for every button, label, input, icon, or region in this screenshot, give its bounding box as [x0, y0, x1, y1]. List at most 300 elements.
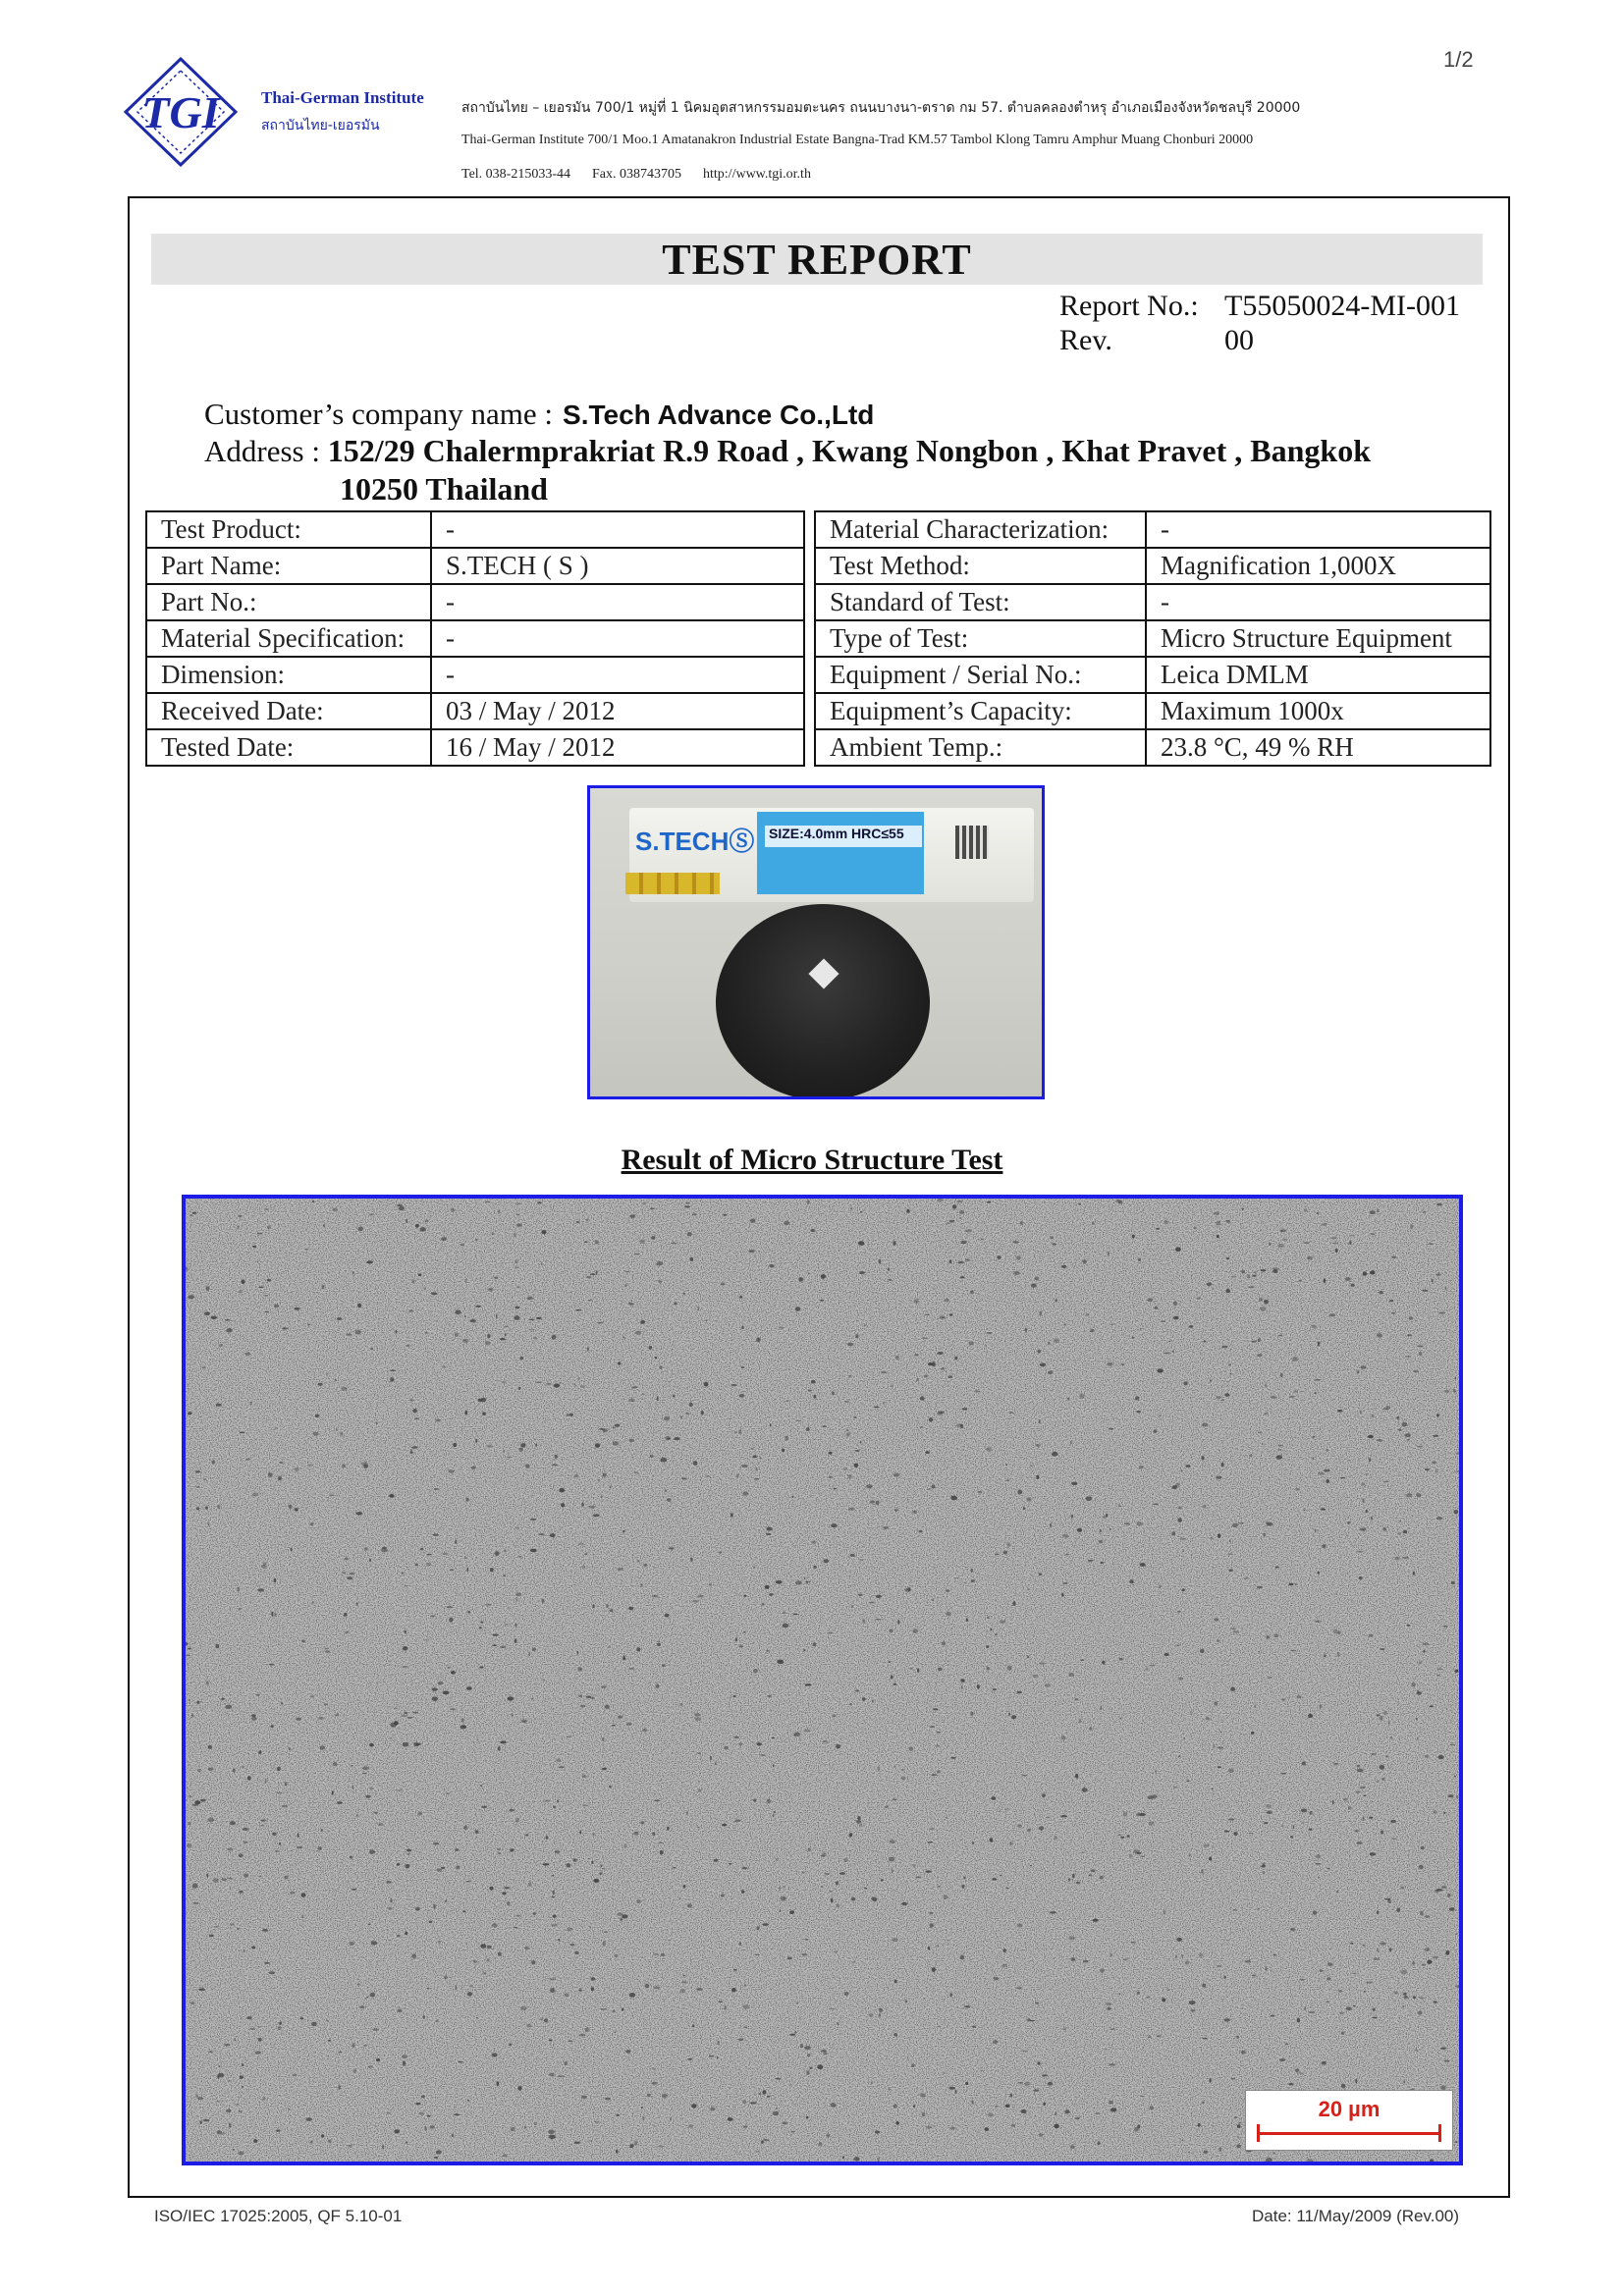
grain-spot — [427, 1988, 429, 1990]
grain-spot — [1015, 1987, 1022, 1989]
grain-spot — [1153, 1517, 1155, 1518]
grain-spot — [1100, 1706, 1102, 1710]
grain-spot — [1454, 1377, 1456, 1379]
grain-spot — [402, 1572, 404, 1575]
grain-spot — [240, 1432, 244, 1434]
grain-spot — [1422, 1964, 1426, 1966]
grain-spot — [1349, 1460, 1351, 1461]
grain-spot — [1361, 1482, 1365, 1486]
customer-company-value: S.Tech Advance Co.,Ltd — [563, 400, 875, 430]
row-label: Equipment / Serial No.: — [815, 657, 1146, 693]
grain-spot — [193, 1902, 199, 1904]
grain-spot — [1093, 1919, 1099, 1922]
grain-spot — [1183, 1737, 1185, 1739]
grain-spot — [544, 1800, 551, 1802]
grain-spot — [578, 1695, 582, 1698]
grain-spot — [1222, 1399, 1224, 1402]
grain-spot — [417, 1812, 422, 1816]
grain-spot — [1366, 1982, 1373, 1984]
scale-line — [1258, 2132, 1440, 2135]
grain-spot — [858, 1241, 864, 1246]
grain-spot — [1280, 1229, 1286, 1232]
grain-spot — [265, 1779, 267, 1783]
grain-spot — [1001, 1964, 1007, 1967]
grain-spot — [226, 1713, 228, 1714]
grain-spot — [1259, 1298, 1263, 1302]
grain-spot — [760, 1457, 762, 1460]
grain-spot — [1082, 1788, 1088, 1791]
grain-spot — [924, 1375, 928, 1378]
grain-spot — [1081, 1852, 1085, 1853]
grain-spot — [698, 1789, 702, 1792]
grain-spot — [519, 1448, 523, 1452]
grain-spot — [807, 2054, 810, 2057]
grain-spot — [1401, 1887, 1405, 1890]
grain-spot — [1242, 1208, 1244, 1210]
grain-spot — [350, 1942, 355, 1946]
grain-spot — [1217, 1235, 1219, 1239]
row-label: Test Product: — [146, 511, 431, 548]
grain-spot — [846, 1432, 850, 1437]
grain-spot — [1054, 2124, 1058, 2129]
grain-spot — [927, 1842, 933, 1843]
grain-spot — [756, 1742, 762, 1745]
grain-spot — [930, 1923, 934, 1927]
grain-spot — [853, 1416, 856, 1418]
grain-spot — [578, 1377, 580, 1380]
grain-spot — [1402, 2005, 1404, 2008]
grain-spot — [971, 1569, 973, 1573]
grain-spot — [425, 2126, 427, 2131]
grain-spot — [1273, 2152, 1275, 2154]
grain-spot — [844, 1992, 849, 1996]
grain-spot — [1273, 1634, 1278, 1638]
result-title: Result of Micro Structure Test — [621, 1144, 1003, 1176]
grain-spot — [1039, 1419, 1041, 1423]
grain-spot — [448, 1667, 451, 1668]
grain-spot — [756, 2151, 760, 2152]
grain-spot — [1016, 1691, 1022, 1694]
grain-spot — [804, 1577, 806, 1579]
grain-spot — [1178, 1507, 1181, 1510]
grain-spot — [1311, 1325, 1317, 1328]
grain-spot — [925, 1314, 930, 1315]
grain-spot — [628, 1302, 631, 1305]
grain-spot — [959, 1210, 964, 1214]
grain-spot — [950, 1993, 952, 1997]
grain-spot — [925, 1451, 929, 1454]
grain-spot — [738, 1942, 741, 1946]
grain-spot — [743, 1631, 746, 1632]
grain-spot — [1052, 1452, 1058, 1457]
row-label: Standard of Test: — [815, 584, 1146, 620]
grain-spot — [944, 1895, 948, 1899]
grain-spot — [891, 1385, 893, 1387]
grain-spot — [651, 1236, 655, 1240]
grain-spot — [213, 1926, 219, 1928]
grain-spot — [485, 1341, 491, 1345]
grain-spot — [291, 1548, 293, 1552]
grain-spot — [766, 1533, 772, 1535]
grain-spot — [359, 2005, 365, 2008]
grain-spot — [1209, 2078, 1211, 2083]
grain-spot — [1134, 2127, 1139, 2132]
grain-spot — [282, 1327, 288, 1329]
grain-spot — [643, 1564, 647, 1567]
grain-spot — [482, 1413, 485, 1415]
grain-spot — [1005, 1888, 1009, 1889]
grain-spot — [581, 1503, 583, 1507]
grain-spot — [1118, 1505, 1121, 1507]
grain-spot — [198, 1416, 200, 1417]
grain-spot — [1119, 1658, 1123, 1661]
grain-spot — [1386, 1270, 1388, 1272]
grain-spot — [301, 1893, 306, 1896]
grain-spot — [834, 1951, 838, 1953]
grain-spot — [1327, 1962, 1333, 1966]
grain-spot — [366, 1260, 373, 1263]
grain-spot — [946, 1817, 947, 1819]
grain-spot — [296, 1718, 301, 1721]
grain-spot — [686, 1811, 688, 1815]
grain-spot — [806, 2116, 809, 2119]
grain-spot — [1231, 2078, 1235, 2080]
grain-spot — [895, 1356, 899, 1360]
grain-spot — [1140, 1563, 1146, 1567]
grain-spot — [1135, 1396, 1139, 1400]
grain-spot — [541, 1262, 543, 1265]
grain-spot — [687, 1903, 692, 1907]
grain-spot — [1383, 1527, 1386, 1531]
grain-spot — [1418, 2011, 1423, 2015]
grain-spot — [733, 1736, 738, 1738]
grain-spot — [605, 1705, 610, 1709]
grain-spot — [510, 1848, 514, 1851]
grain-spot — [386, 1881, 391, 1884]
grain-spot — [1201, 1869, 1204, 1874]
grain-spot — [1123, 1812, 1127, 1817]
grain-spot — [1185, 1465, 1190, 1467]
grain-spot — [1363, 1498, 1365, 1502]
grain-spot — [242, 1280, 245, 1284]
grain-spot — [940, 1316, 947, 1319]
grain-spot — [551, 1465, 558, 1466]
tel: Tel. 038-215033-44 — [461, 167, 571, 182]
grain-spot — [1419, 1352, 1423, 1356]
product-info-table — [145, 510, 805, 767]
grain-spot — [465, 1498, 468, 1502]
grain-spot — [1360, 1365, 1366, 1368]
grain-spot — [479, 1667, 483, 1669]
grain-spot — [949, 2087, 956, 2090]
grain-spot — [1321, 1509, 1326, 1510]
grain-spot — [893, 2033, 897, 2037]
grain-spot — [612, 1427, 616, 1428]
grain-spot — [1181, 1469, 1183, 1471]
grain-spot — [242, 2086, 244, 2087]
grain-spot — [679, 1703, 682, 1706]
grain-spot — [1422, 1290, 1428, 1292]
grain-spot — [228, 2080, 230, 2082]
grain-spot — [740, 1366, 744, 1368]
grain-spot — [245, 1459, 250, 1461]
grain-spot — [403, 1646, 407, 1651]
grain-spot — [728, 2117, 733, 2121]
grain-spot — [1106, 2002, 1112, 2005]
grain-spot — [1220, 1732, 1222, 1734]
grain-spot — [1224, 2018, 1230, 2022]
grain-spot — [1179, 1538, 1186, 1540]
grain-spot — [1207, 1282, 1213, 1286]
grain-spot — [1036, 1475, 1039, 1479]
grain-spot — [1024, 1328, 1027, 1332]
grain-spot — [733, 1969, 737, 1971]
grain-spot — [250, 1402, 252, 1406]
grain-spot — [674, 1437, 679, 1440]
grain-spot — [464, 1315, 466, 1317]
grain-spot — [258, 2038, 262, 2042]
grain-spot — [514, 1260, 517, 1263]
grain-spot — [596, 1270, 598, 1275]
grain-spot — [1039, 1826, 1044, 1830]
grain-spot — [369, 1849, 375, 1854]
grain-spot — [451, 1208, 455, 1212]
grain-spot — [993, 2040, 998, 2044]
grain-spot — [625, 1271, 629, 1272]
grain-spot — [1006, 1542, 1010, 1547]
grain-spot — [490, 1568, 494, 1572]
micrograph-texture — [186, 1199, 1459, 2162]
grain-spot — [1027, 1497, 1032, 1501]
grain-spot — [1148, 1795, 1154, 1799]
grain-spot — [885, 1805, 889, 1808]
grain-spot — [1313, 1911, 1317, 1915]
grain-spot — [1295, 2068, 1299, 2072]
grain-spot — [1200, 1649, 1204, 1653]
grain-spot — [530, 1549, 537, 1552]
grain-spot — [1251, 1732, 1255, 1735]
grain-spot — [1417, 1346, 1424, 1348]
grain-spot — [881, 1879, 884, 1882]
grain-spot — [1436, 1675, 1440, 1677]
grain-spot — [1290, 1650, 1296, 1651]
grain-spot — [623, 1337, 625, 1339]
grain-spot — [783, 1612, 785, 1615]
grain-spot — [216, 1404, 222, 1407]
grain-spot — [492, 1644, 497, 1646]
grain-spot — [386, 2112, 390, 2114]
grain-spot — [559, 1488, 565, 1493]
grain-spot — [1003, 1949, 1006, 1951]
grain-spot — [950, 1496, 957, 1501]
grain-spot — [1138, 1258, 1141, 1261]
grain-spot — [1360, 1528, 1367, 1531]
grain-spot — [1264, 1822, 1268, 1824]
grain-spot — [714, 1859, 718, 1862]
grain-spot — [498, 1746, 501, 1751]
grain-spot — [332, 1790, 334, 1794]
grain-spot — [709, 1583, 712, 1586]
grain-spot — [860, 1441, 862, 1444]
grain-spot — [444, 1975, 448, 1979]
grain-spot — [1436, 1273, 1441, 1276]
grain-spot — [584, 1241, 588, 1243]
grain-spot — [1233, 1630, 1239, 1633]
grain-spot — [432, 1687, 438, 1690]
table-row — [146, 620, 804, 657]
grain-spot — [307, 1465, 314, 1467]
grain-spot — [1156, 1228, 1160, 1230]
grain-spot — [1439, 1312, 1445, 1314]
grain-spot — [362, 1766, 369, 1770]
grain-spot — [1338, 1990, 1342, 1993]
grain-spot — [196, 1507, 199, 1510]
grain-spot — [257, 2026, 260, 2027]
grain-spot — [1281, 1825, 1284, 1827]
grain-spot — [964, 1582, 966, 1584]
grain-spot — [955, 2090, 957, 2094]
grain-spot — [789, 2034, 795, 2036]
grain-spot — [322, 1285, 325, 1289]
grain-spot — [1315, 1392, 1317, 1394]
grain-spot — [613, 1441, 620, 1445]
grain-spot — [679, 1897, 681, 1900]
grain-spot — [202, 1366, 206, 1368]
grain-spot — [495, 1551, 500, 1556]
grain-spot — [515, 1593, 521, 1597]
grain-spot — [1189, 1853, 1191, 1856]
scale-bar — [1245, 2090, 1453, 2151]
grain-spot — [937, 1771, 941, 1773]
row-value: S.TECH ( S ) — [431, 548, 804, 584]
grain-spot — [1124, 1522, 1130, 1524]
grain-spot — [633, 2141, 637, 2146]
grain-spot — [489, 1887, 493, 1891]
grain-spot — [290, 1892, 296, 1895]
grain-spot — [464, 1557, 466, 1560]
row-label: Ambient Temp.: — [815, 729, 1146, 766]
grain-spot — [1099, 1540, 1103, 1544]
grain-spot — [990, 1629, 992, 1631]
grain-spot — [209, 1935, 214, 1938]
grain-spot — [642, 1729, 647, 1733]
grain-spot — [1211, 1536, 1213, 1539]
grain-spot — [1399, 1521, 1401, 1522]
grain-spot — [1444, 1390, 1449, 1393]
grain-spot — [402, 1666, 407, 1668]
grain-spot — [1403, 1993, 1406, 1996]
grain-spot — [1202, 1984, 1206, 1988]
grain-spot — [1455, 1670, 1459, 1673]
grain-spot — [754, 1478, 759, 1480]
table-row — [815, 584, 1490, 620]
grain-spot — [1182, 1588, 1185, 1591]
grain-spot — [1435, 1469, 1437, 1473]
grain-spot — [645, 1984, 650, 1989]
grain-spot — [544, 2018, 548, 2022]
revision — [1059, 324, 1254, 357]
grain-spot — [188, 1648, 191, 1650]
grain-spot — [516, 1286, 519, 1288]
grain-spot — [1190, 1711, 1192, 1715]
grain-spot — [671, 1243, 677, 1245]
footer-standard: ISO/IEC 17025:2005, QF 5.10-01 — [154, 2207, 403, 2225]
grain-spot — [985, 1344, 987, 1347]
grain-spot — [1417, 1737, 1419, 1740]
grain-spot — [1374, 1958, 1380, 1960]
grain-spot — [369, 1559, 371, 1562]
grain-spot — [610, 1485, 612, 1488]
grain-spot — [785, 1401, 789, 1402]
grain-spot — [441, 1237, 447, 1241]
grain-spot — [595, 1241, 599, 1244]
grain-spot — [776, 1580, 783, 1584]
grain-spot — [849, 1703, 852, 1705]
grain-spot — [258, 1750, 261, 1754]
grain-spot — [455, 1848, 459, 1850]
grain-spot — [536, 1382, 542, 1384]
grain-spot — [1351, 1973, 1356, 1974]
grain-spot — [682, 1981, 687, 1983]
grain-spot — [959, 1217, 961, 1218]
grain-spot — [421, 2095, 425, 2098]
grain-spot — [260, 1825, 264, 1826]
grain-spot — [864, 1888, 868, 1890]
grain-spot — [1332, 1800, 1334, 1804]
grain-spot — [1016, 1255, 1021, 1259]
grain-spot — [692, 1600, 699, 1603]
grain-spot — [616, 2150, 618, 2154]
grain-spot — [435, 1419, 441, 1422]
scale-label: 20 µm — [1318, 2097, 1380, 2121]
grain-spot — [244, 1949, 245, 1952]
grain-spot — [568, 2041, 573, 2042]
grain-spot — [1369, 1817, 1373, 1819]
grain-spot — [516, 1915, 520, 1917]
grain-spot — [1406, 1493, 1412, 1497]
grain-spot — [447, 1606, 453, 1608]
grain-spot — [661, 1953, 665, 1956]
grain-spot — [449, 1469, 455, 1472]
grain-spot — [657, 1641, 661, 1643]
grain-spot — [1409, 1316, 1414, 1320]
grain-spot — [1381, 1778, 1384, 1782]
grain-spot — [657, 1261, 664, 1265]
grain-spot — [1042, 1793, 1046, 1797]
grain-spot — [264, 1962, 270, 1964]
grain-spot — [1068, 1936, 1075, 1940]
grain-spot — [1148, 2035, 1151, 2038]
grain-spot — [1377, 1209, 1380, 1212]
grain-spot — [1265, 1967, 1267, 1971]
row-label: Part Name: — [146, 548, 431, 584]
grain-spot — [555, 1455, 558, 1459]
grain-spot — [300, 2017, 303, 2019]
grain-spot — [200, 2120, 202, 2124]
tube-size-label: SIZE:4.0mm HRC≤55 — [765, 826, 922, 847]
grain-spot — [289, 1505, 293, 1510]
grain-spot — [1443, 1812, 1445, 1814]
grain-spot — [822, 1852, 827, 1856]
grain-spot — [869, 1602, 875, 1604]
grain-spot — [228, 1847, 234, 1850]
grain-spot — [469, 1986, 473, 1988]
grain-spot — [913, 2105, 915, 2108]
grain-spot — [1228, 1570, 1232, 1572]
grain-spot — [237, 2104, 239, 2105]
grain-spot — [1326, 1449, 1328, 1452]
grain-spot — [1308, 1714, 1313, 1718]
